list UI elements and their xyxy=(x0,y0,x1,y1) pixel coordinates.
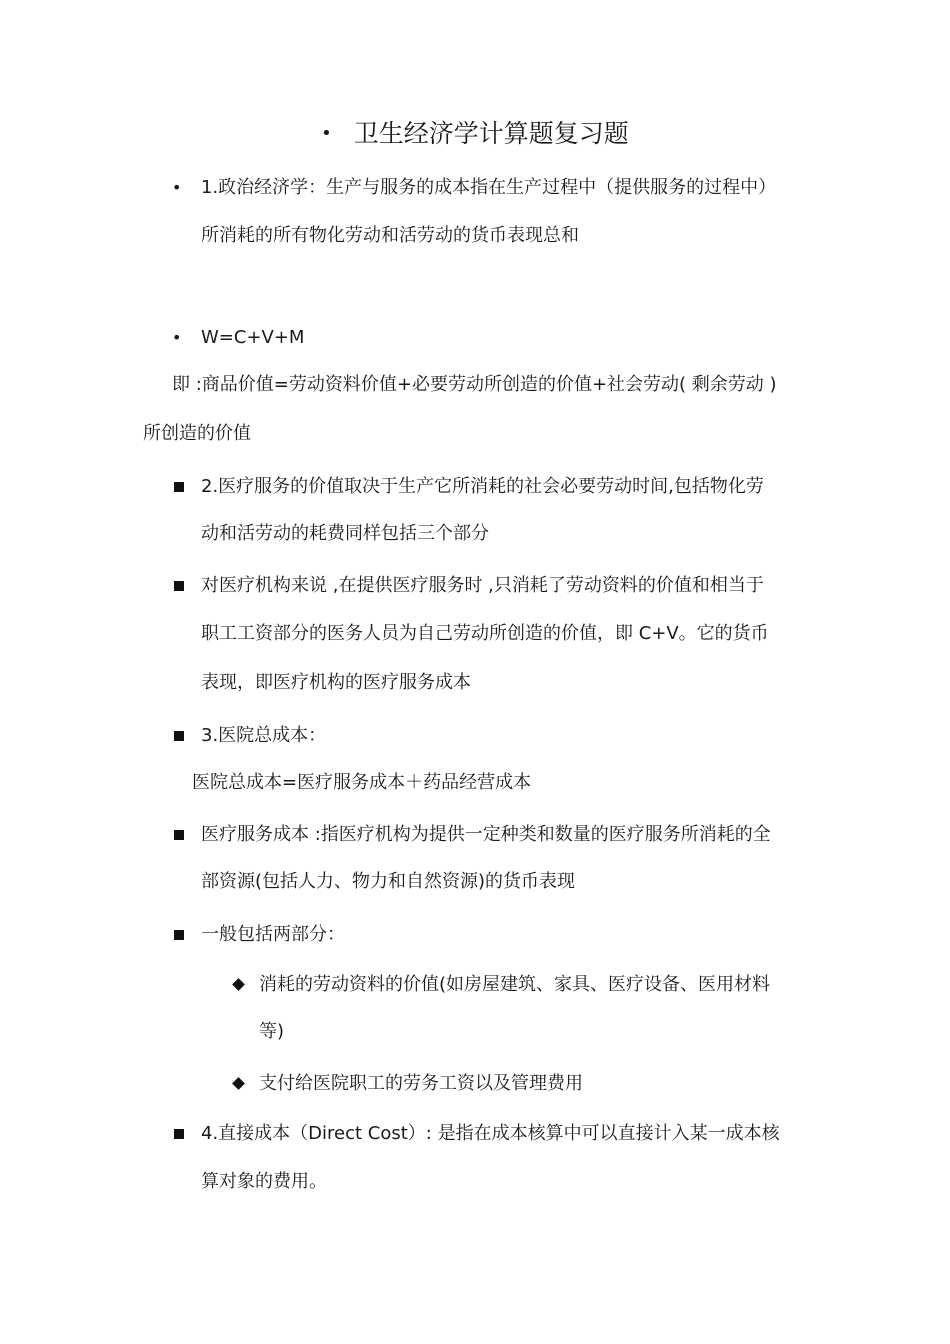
bullet-dot-icon: • xyxy=(172,328,182,347)
square-bullet-icon xyxy=(174,731,184,741)
square-bullet-icon xyxy=(174,830,184,840)
paragraph-10-line-2: 等) xyxy=(259,1021,285,1042)
paragraph-1-line-1: 1.政治经济学：生产与服务的成本指在生产过程中（提供服务的过程中） xyxy=(201,177,777,198)
paragraph-11: 支付给医院职工的劳务工资以及管理费用 xyxy=(259,1073,583,1094)
paragraph-8-line-2: 部资源(包括人力、物力和自然资源)的货币表现 xyxy=(201,871,576,892)
paragraph-4-line-1: 2.医疗服务的价值取决于生产它所消耗的社会必要劳动时间,包括物化劳 xyxy=(201,476,764,497)
formula-line: W=C+V+M xyxy=(201,327,305,348)
paragraph-9: 一般包括两部分： xyxy=(201,924,345,945)
paragraph-12-line-1: 4.直接成本（Direct Cost）: 是指在成本核算中可以直接计入某一成本核 xyxy=(201,1123,780,1144)
diamond-bullet-icon xyxy=(232,978,245,991)
paragraph-3-line-1: 即 :商品价值=劳动资料价值+必要劳动所创造的价值+社会劳动( 剩余劳动 ) xyxy=(172,374,777,395)
square-bullet-icon xyxy=(174,930,184,940)
page-title xyxy=(0,114,950,154)
diamond-bullet-icon xyxy=(232,1077,245,1090)
paragraph-6: 3.医院总成本： xyxy=(201,725,327,746)
paragraph-7-formula: 医院总成本=医疗服务成本＋药品经营成本 xyxy=(192,772,532,793)
square-bullet-icon xyxy=(174,482,184,492)
paragraph-3-line-2: 所创造的价值 xyxy=(143,423,251,444)
paragraph-10-line-1: 消耗的劳动资料的价值(如房屋建筑、家具、医疗设备、医用材料 xyxy=(259,974,771,995)
paragraph-4-line-2: 动和活劳动的耗费同样包括三个部分 xyxy=(201,523,489,544)
bullet-dot-icon: • xyxy=(172,178,182,197)
bullet-dot-icon: • xyxy=(321,123,332,144)
paragraph-5-line-2: 职工工资部分的医务人员为自己劳动所创造的价值，即 C+V。它的货币 xyxy=(201,623,769,644)
paragraph-5-line-3: 表现，即医疗机构的医疗服务成本 xyxy=(201,672,471,693)
title-text: 卫生经济学计算题复习题 xyxy=(353,119,629,148)
paragraph-8-line-1: 医疗服务成本 :指医疗机构为提供一定种类和数量的医疗服务所消耗的全 xyxy=(201,824,771,845)
square-bullet-icon xyxy=(174,1129,184,1139)
square-bullet-icon xyxy=(174,581,184,591)
paragraph-1-line-2: 所消耗的所有物化劳动和活劳动的货币表现总和 xyxy=(201,225,579,246)
paragraph-12-line-2: 算对象的费用。 xyxy=(201,1171,327,1192)
paragraph-5-line-1: 对医疗机构来说 ,在提供医疗服务时 ,只消耗了劳动资料的价值和相当于 xyxy=(201,575,764,596)
